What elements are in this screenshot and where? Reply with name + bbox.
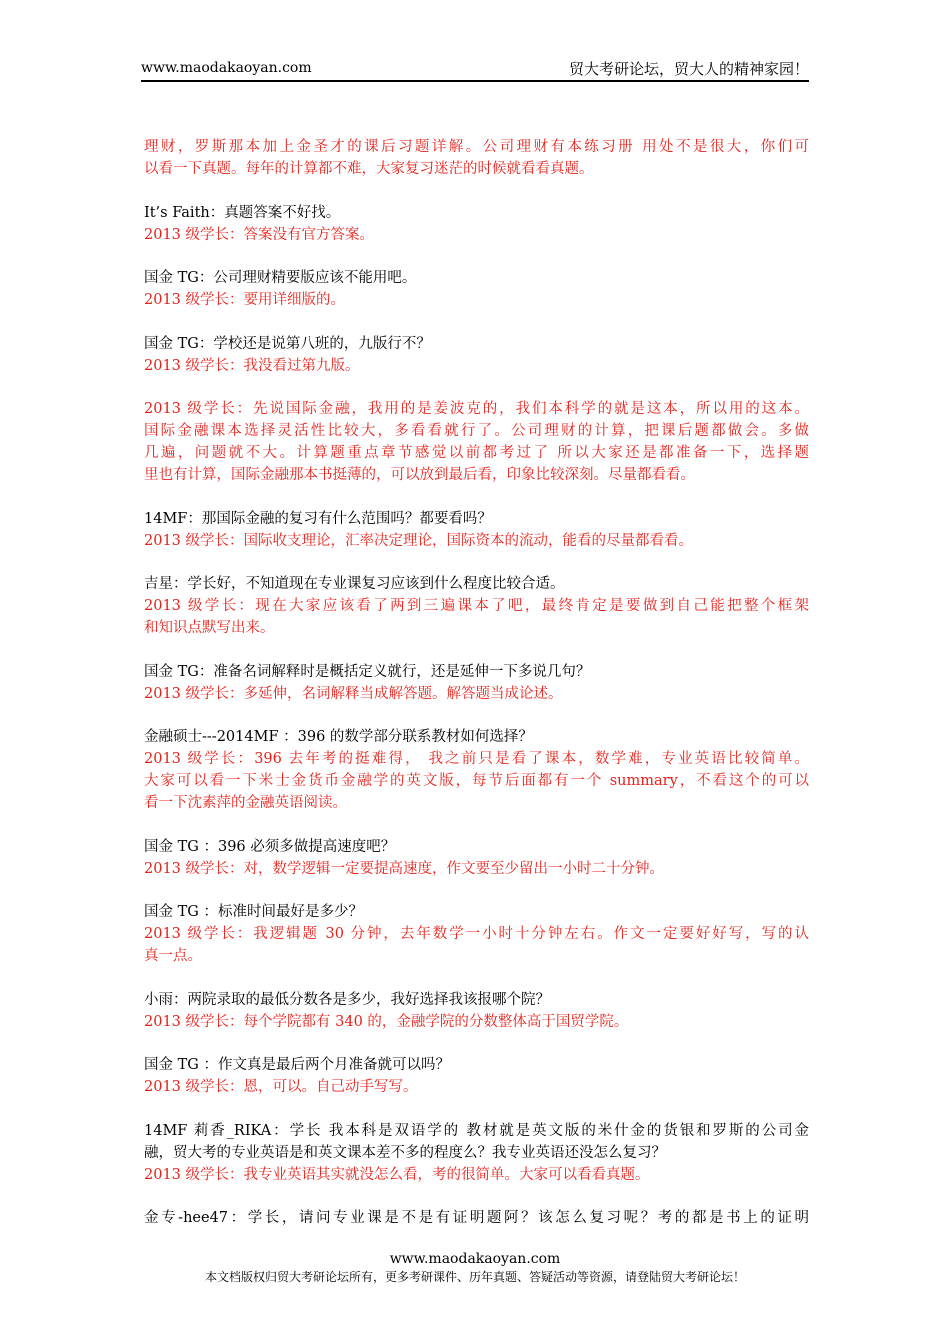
qa-paragraph [144,508,809,552]
qa-paragraph [144,398,809,486]
answer-line: 以看一下真题。每年的计算都不难，大家复习迷茫的时候就看看真题。 [144,161,594,177]
qa-paragraph [144,573,809,639]
answer-line: 2013 级学长：我专业英语其实就没怎么看，考的很简单。大家可以看看真题。 [144,1166,650,1183]
header-slogan: 贸大考研论坛，贸大人的精神家园！ [568,60,809,78]
answer-line: 和知识点默写出来。 [144,620,275,636]
answer-line: 真一点。 [144,948,202,964]
answer-line: 2013 级学长：答案没有官方答案。 [144,226,375,243]
document-body [144,136,809,1251]
question-line: 国金 TG：准备名词解释时是概括定义就行，还是延伸一下多说几句？ [144,663,591,680]
answer-line: 理财，罗斯那本加上金圣才的课后习题详解。公司理财有本练习册 用处不是很大，你们可 [144,139,809,155]
header-divider [141,80,809,82]
question-line: 国金 TG：学校还是说第八班的，九版行不？ [144,335,431,352]
qa-paragraph [144,136,809,180]
qa-paragraph [144,202,809,246]
header-site-url[interactable]: www.maodakaoyan.com [141,60,312,76]
question-line: 14MF：那国际金融的复习有什么范围吗？都要看吗？ [144,510,492,527]
question-line: 小雨：两院录取的最低分数各是多少，我好选择我该报哪个院？ [144,991,550,1008]
answer-line: 2013 级学长：每个学院都有 340 的，金融学院的分数整体高于国贸学院。 [144,1013,629,1030]
qa-paragraph [144,1054,809,1098]
answer-line: 几遍，问题就不大。计算题重点章节感觉以前都考过了 所以大家还是都准备一下，选择题 [144,445,809,461]
qa-paragraph [144,1120,809,1186]
question-line: 14MF 莉香_RIKA：学长 我本科是双语学的 教材就是英文版的米什金的货银和罗斯的公司金 [144,1122,809,1139]
qa-paragraph [144,1207,809,1229]
question-line: 国金 TG ：作文真是最后两个月准备就可以吗？ [144,1057,450,1073]
question-line: 金融硕士---2014MF ：396 的数学部分联系教材如何选择？ [144,729,533,745]
qa-paragraph [144,267,809,311]
qa-paragraph [144,661,809,705]
footer-copyright-note: 本文档版权归贸大考研论坛所有，更多考研课件、历年真题、答疑活动等资源，请登陆贸大考研论坛！ [204,1270,745,1284]
page-header [141,56,809,78]
answer-line: 2013 级学长：我逻辑题 30 分钟，去年数学一小时十分钟左右。作文一定要好好写，写的认 [144,926,809,942]
question-line: 融，贸大考的专业英语是和英文课本差不多的程度么？我专业英语还没怎么复习？ [144,1144,666,1161]
answer-line: 2013 级学长：我没看过第九版。 [144,357,360,374]
question-line: 国金 TG ：396 必须多做提高速度吧？ [144,838,396,855]
qa-paragraph [144,901,809,967]
answer-line: 2013 级学长：要用详细版的。 [144,292,346,308]
answer-line: 看一下沈素萍的金融英语阅读。 [144,795,347,811]
answer-line: 国际金融课本选择灵活性比较大，多看看就行了。公司理财的计算，把课后题都做会。多做 [144,423,809,439]
answer-line: 大家可以看一下米士金货币金融学的英文版，每节后面都有一个 summary，不看这个的可以 [144,773,809,789]
question-line: 国金 TG ：标准时间最好是多少？ [144,904,363,920]
question-line: 金专-hee47：学长，请问专业课是不是有证明题阿？该怎么复习呢？考的都是书上的证明 [144,1210,809,1226]
answer-line: 2013 级学长：恩，可以。自己动手写写。 [144,1079,418,1095]
answer-line: 2013 级学长：对，数学逻辑一定要提高速度，作文要至少留出一小时二十分钟。 [144,860,665,877]
question-line: 国金 TG：公司理财精要版应该不能用吧。 [144,270,417,286]
answer-line: 2013 级学长：396 去年考的挺难得， 我之前只是看了课本，数学难，专业英语比较简单。 [144,751,809,767]
qa-paragraph [144,726,809,814]
question-line: 吉星：学长好，不知道现在专业课复习应该到什么程度比较合适。 [144,576,565,592]
qa-paragraph [144,836,809,880]
answer-line: 2013 级学长：国际收支理论，汇率决定理论，国际资本的流动，能看的尽量都看看。 [144,532,694,549]
question-line: It’s Faith：真题答案不好找。 [144,204,341,221]
qa-paragraph [144,989,809,1033]
qa-paragraph [144,333,809,377]
footer-site-url[interactable]: www.maodakaoyan.com [389,1251,561,1267]
answer-line: 里也有计算，国际金融那本书挺薄的，可以放到最后看，印象比较深刻。尽量都看看。 [144,467,695,483]
answer-line: 2013 级学长：多延伸，名词解释当成解答题。解答题当成论述。 [144,685,563,702]
answer-line: 2013 级学长：先说国际金融，我用的是姜波克的，我们本科学的就是这本，所以用的这本。 [144,401,809,417]
answer-line: 2013 级学长：现在大家应该看了两到三遍课本了吧，最终肯定是要做到自己能把整个框架 [144,598,809,614]
